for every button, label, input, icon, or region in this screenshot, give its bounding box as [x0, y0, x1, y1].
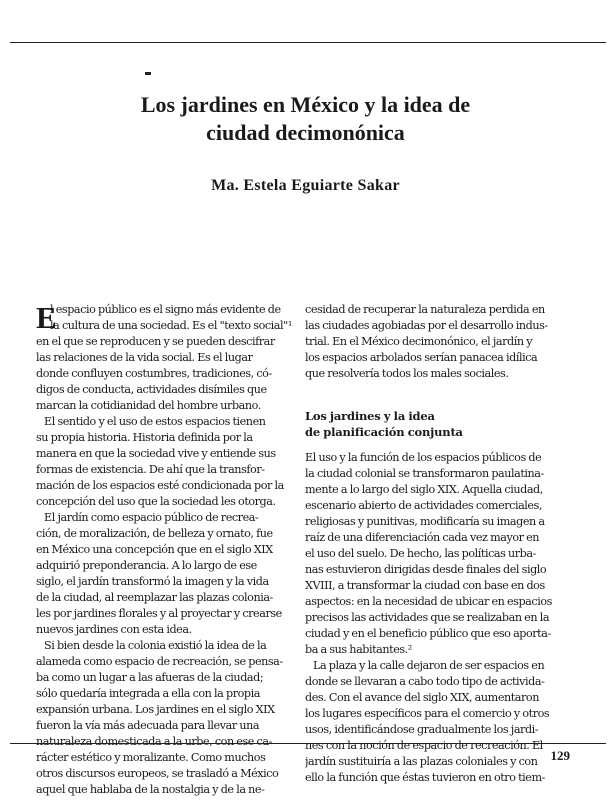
text-line: donde confluyen costumbres, tradiciones, có-	[36, 367, 272, 380]
text-line: que resolvería todos los males sociales.	[305, 367, 509, 380]
text-line: aquel que hablaba de la nostalgia y de la ne-	[36, 783, 265, 796]
text-line: su propia historia. Historia definida por la	[36, 431, 253, 444]
paragraph-gap	[305, 382, 563, 398]
text-line: ba a sus habitantes.²	[305, 643, 412, 656]
text-line: des. Con el avance del siglo XIX, aumentaron	[305, 691, 539, 704]
text-line: la ciudad colonial se transformaron paulatina-	[305, 467, 544, 480]
text-line: adquirió preponderancia. A lo largo de ese	[36, 559, 257, 572]
text-line: El uso y la función de los espacios públicos de	[305, 451, 542, 464]
text-line: religiosas y punitivas, modificaría su imagen a	[305, 515, 545, 528]
text-line: usos, identificándose gradualmente los jardi-	[305, 723, 539, 736]
scan-mark	[145, 72, 151, 75]
text-line: raíz de una diferenciación cada vez mayor en	[305, 531, 540, 544]
text-line: cesidad de recuperar la naturaleza perdida en	[305, 303, 545, 316]
text-line: fueron la vía más adecuada para llevar una	[36, 719, 260, 732]
text-line: La plaza y la calle dejaron de ser espacios en	[313, 659, 545, 672]
text-line: otros discursos europeos, se trasladó a México	[36, 767, 279, 780]
text-line: naturaleza domesticada a la urbe, con ese ca-	[36, 735, 272, 748]
text-line: digos de conducta, actividades disímiles que	[36, 383, 267, 396]
text-line: El sentido y el uso de estos espacios tienen	[44, 415, 266, 428]
text-line: los lugares específicos para el comercio y otros	[305, 707, 550, 720]
text-line: expansión urbana. Los jardines en el siglo XIX	[36, 703, 275, 716]
text-line: mación de los espacios esté condicionada por la	[36, 479, 284, 492]
text-line: XVIII, a transformar la ciudad con base en dos	[305, 579, 545, 592]
top-rule	[10, 42, 606, 43]
drop-cap: E	[36, 300, 57, 335]
text-line: El jardín como espacio público de recrea-	[44, 511, 259, 524]
paragraph-gap	[305, 440, 563, 450]
text-line: aspectos: en la necesidad de ubicar en espacios	[305, 595, 552, 608]
text-line: l espacio público es el signo más evidente de	[50, 303, 281, 316]
text-line: las relaciones de la vida social. Es el lugar	[36, 351, 253, 364]
text-line: trial. En el México decimonónico, el jardín y	[305, 335, 533, 348]
bottom-rule	[10, 743, 606, 744]
text-line: el uso del suelo. De hecho, las políticas urba-	[305, 547, 536, 560]
text-line: en el que se reproducen y se pueden descifrar	[36, 335, 275, 348]
text-line: mente a lo largo del siglo XIX. Aquella ciudad,	[305, 483, 543, 496]
text-line: ba como un lugar a las afueras de la ciudad;	[36, 671, 264, 684]
text-line: manera en que la sociedad vive y entiende sus	[36, 447, 276, 460]
text-line: les por jardines florales y al proyectar y crearse	[36, 607, 282, 620]
text-line: formas de existencia. De ahí que la transfor-	[36, 463, 265, 476]
text-line: siglo, el jardín transformó la imagen y la vida	[36, 575, 269, 588]
text-line: precisos las actividades que se realizaban en la	[305, 611, 550, 624]
text-line: nas estuvieron dirigidas desde finales del siglo	[305, 563, 547, 576]
text-line: nes con la noción de espacio de recreación. El	[305, 739, 543, 752]
text-line: marcan la cotidianidad del hombre urbano.	[36, 399, 261, 412]
text-line: alameda como espacio de recreación, se pensa-	[36, 655, 283, 668]
article-author: Ma. Estela Eguiarte Sakar	[211, 177, 400, 194]
right-column	[305, 302, 563, 786]
text-line: nuevos jardines con esta idea.	[36, 623, 192, 636]
text-line: en México una concepción que en el siglo XIX	[36, 543, 273, 556]
text-line: rácter estético y moralizante. Como muchos	[36, 751, 266, 764]
page-number: 129	[550, 748, 570, 763]
text-line: Si bien desde la colonia existió la idea de la	[44, 639, 267, 652]
text-line: de la ciudad, al reemplazar las plazas colonia-	[36, 591, 273, 604]
article-title-line-2: ciudad decimonónica	[206, 120, 405, 145]
left-column	[36, 302, 294, 798]
text-line: escenario abierto de actividades comerciales,	[305, 499, 543, 512]
text-line: las ciudades agobiadas por el desarrollo indus-	[305, 319, 548, 332]
text-line: ello la función que éstas tuvieron en otro tiem-	[305, 771, 545, 784]
article-title-line-1: Los jardines en México y la idea de	[140, 92, 471, 117]
section-heading-line-2: de planificación conjunta	[305, 425, 463, 439]
text-line: jardín sustituiría a las plazas coloniales y con	[305, 755, 538, 768]
text-line: la cultura de una sociedad. Es el "texto social"¹	[50, 319, 292, 332]
section-heading-line-1: Los jardines y la idea	[305, 409, 435, 423]
paragraph-gap	[305, 398, 563, 408]
text-line: concepción del uso que la sociedad les otorga.	[36, 495, 276, 508]
text-line: donde se llevaran a cabo todo tipo de activida-	[305, 675, 545, 688]
text-line: los espacios arbolados serían panacea idílica	[305, 351, 538, 364]
text-line: ción, de moralización, de belleza y ornato, fue	[36, 527, 273, 540]
text-line: ciudad y en el beneficio público que eso aporta-	[305, 627, 551, 640]
text-line: sólo quedaría integrada a ella con la propia	[36, 687, 260, 700]
